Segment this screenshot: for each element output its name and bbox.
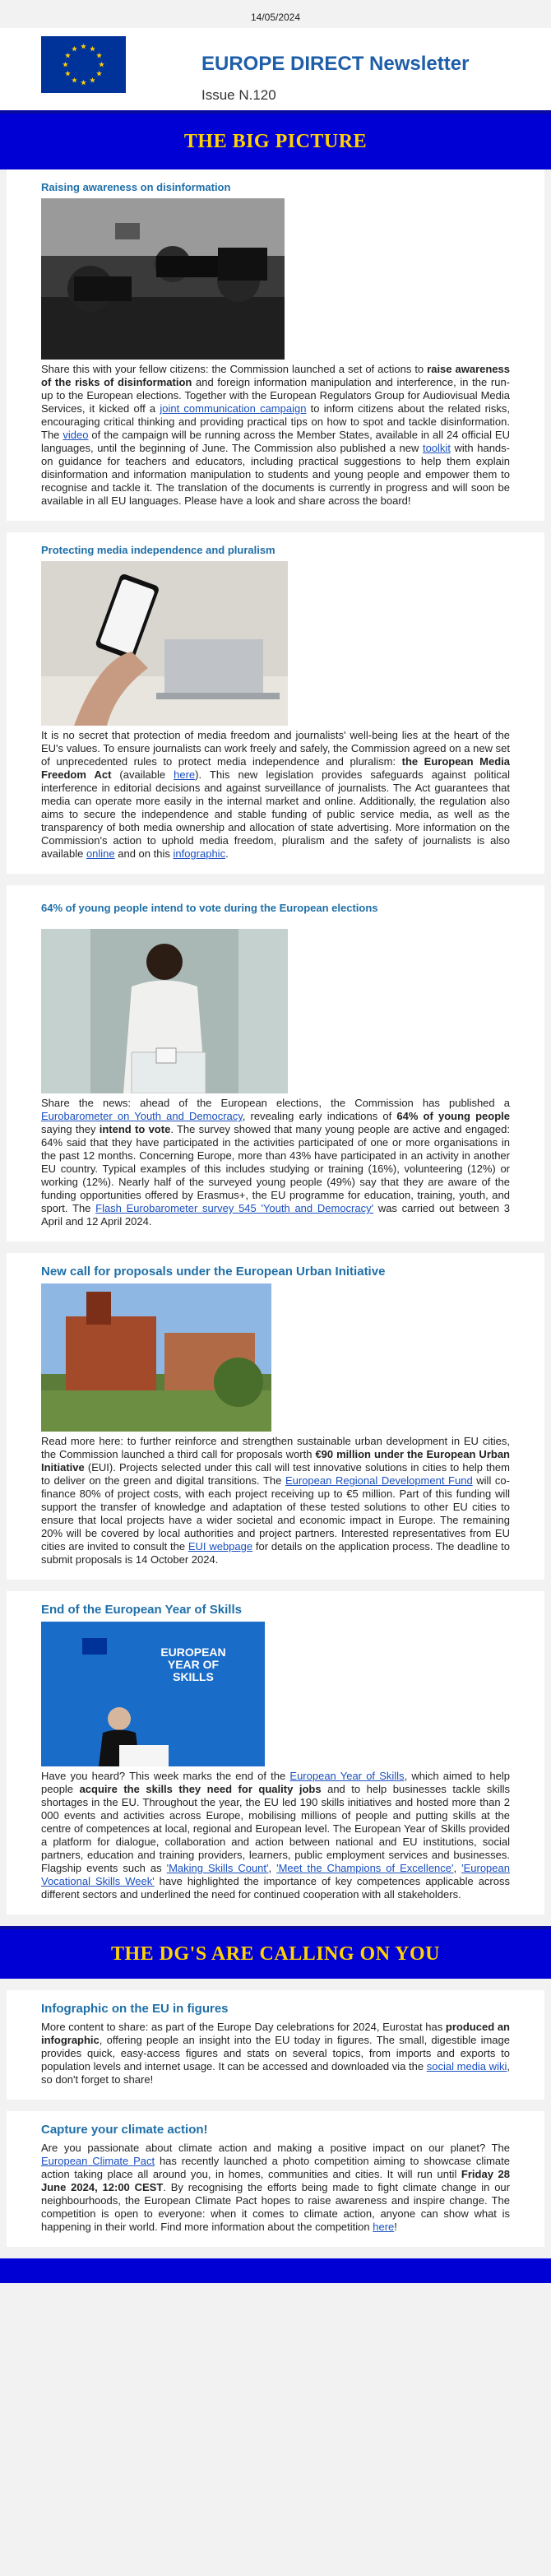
article-youth-vote: [7, 902, 544, 1242]
article-title: Raising awareness on disinformation: [41, 181, 231, 193]
infographic-link[interactable]: infographic: [173, 847, 226, 860]
city-building-photo: [41, 1283, 510, 1432]
vocational-skills-week-link[interactable]: 'European Vocational Skills Week': [41, 1862, 510, 1887]
european-climate-pact-link[interactable]: European Climate Pact: [41, 2155, 155, 2167]
european-year-of-skills-link[interactable]: European Year of Skills: [289, 1770, 405, 1782]
article-climate-action: [7, 2111, 544, 2247]
section-title: THE BIG PICTURE: [183, 130, 368, 152]
online-link[interactable]: online: [86, 847, 115, 860]
issue-number: Issue N.120: [201, 87, 276, 103]
social-media-wiki-link[interactable]: social media wiki: [426, 2060, 507, 2072]
section-banner-dgs-calling: [0, 1926, 551, 1979]
eurobarometer-youth-link[interactable]: Eurobarometer on Youth and Democracy: [41, 1110, 243, 1122]
competition-here-link[interactable]: here: [373, 2221, 395, 2233]
article-eu-in-figures: [7, 1990, 544, 2100]
flash-eurobarometer-link[interactable]: Flash Eurobarometer survey 545 'Youth and Democracy': [95, 1202, 374, 1214]
article-body: Share this with your fellow citizens: the Commission launched a set of actions to raise awareness of the risks of disinformation and foreign information manipulation and interference, in the run-up to the European elections. Together with the European Regulators Group for Audiovisual Media Services, it kicked off a joint communication campaign to inform citizens about the related risks, encouraging critical thinking and providing practical tips on how to spot and tackle disinformation. The video of the campaign will be running across the Member States, available in all 24 official EU languages, until the beginning of June. The Commission also published a new toolkit with hands-on guidance for teachers and educators, including practical suggestions to help them explain disinformation and information manipulation to students and young people and empower them to recognise and tackle it. The translation of the documents is currently in progress and will soon be available in all EU languages. Please have a look and share across the board!: [41, 363, 511, 507]
article-media-freedom: [7, 532, 544, 874]
article-title: Infographic on the EU in figures: [41, 2002, 229, 2016]
article-title: End of the European Year of Skills: [41, 1603, 242, 1617]
article-disinformation: [7, 169, 544, 521]
video-link[interactable]: video: [63, 429, 89, 441]
phone-laptop-photo: [41, 561, 510, 726]
article-title: New call for proposals under the European Urban Initiative: [41, 1265, 386, 1279]
article-body: Have you heard? This week marks the end of the European Year of Skills, which aimed to help people acquire the skills they need for quality jobs and to help businesses tackle skills shortages in the EU. Throughout the year, the EU led 190 skills initiatives and hosted more than 2 000 events and activities across Europe, mobilising millions of people and putting skills at the centre of competences at local, regional and European level. The European Year of Skills provided a platform for dialogue, collaboration and action between national and EU institutions, social partners, education and training providers, learners, public employment services and businesses. Flagship events such as 'Making Skills Count', 'Meet the Champions of Excellence', 'European Vocational Skills Week' have highlighted the importance of key competences applicable across different sectors and underlined the need for continued cooperation with all stakeholders.: [41, 1770, 510, 1901]
ballot-box-photo: [41, 929, 510, 1093]
making-skills-count-link[interactable]: 'Making Skills Count': [166, 1862, 269, 1874]
erdf-link[interactable]: European Regional Development Fund: [285, 1474, 473, 1487]
article-title: Protecting media independence and pluralism: [41, 544, 276, 556]
toolkit-link[interactable]: toolkit: [422, 442, 451, 454]
article-title: 64% of young people intend to vote during the European elections: [41, 902, 378, 914]
year-of-skills-logo-text: EUROPEAN YEAR OF SKILLS: [160, 1645, 226, 1683]
press-cameras-photo: [41, 198, 510, 360]
section-title: THE DG'S ARE CALLING ON YOU: [110, 1942, 440, 1965]
joint-communication-campaign-link[interactable]: joint communication campaign: [160, 402, 307, 415]
article-body: More content to share: as part of the Europe Day celebrations for 2024, Eurostat has produced an infographic, offering people an insight into the EU today in figures. The small, digestible image provides quick, easy-access figures and stats on several topics, from imports and exports to population levels and internet usage. It can be accessed and downloaded via the social media wiki, so don't forget to share!: [41, 2021, 510, 2086]
article-body: Are you passionate about climate action and making a positive impact on our planet? The European Climate Pact has recently launched a photo competition aiming to showcase climate action taking place all around you, in homes, communities and cities. It will run until Friday 28 June 2024, 12:00 CEST. By recognising the efforts being made to fight climate change in our neighbourhoods, the European Climate Pact hopes to raise awareness and inspire change. The competition is open to everyone: when it comes to climate action, anyone can show what is happening in their world. Find more information about the competition here!: [41, 2142, 511, 2233]
article-year-of-skills: [7, 1591, 544, 1915]
masthead: [0, 28, 551, 110]
eu-flag-logo: [41, 36, 126, 93]
here-link[interactable]: here: [174, 768, 196, 781]
article-body: Share the news: ahead of the European elections, the Commission has published a Eurobarometer on Youth and Democracy, revealing early indications of 64% of young people saying they intend to vote. The survey showed that many young people are active and engaged: 64% said that they have participated in the activities participated of one or more organisations in the past 12 months. Concerning Europe, more than 43% have participated in an activity in another EU country. Typical examples of this includes studying or training (16%), volunteering (12%) or working (12%). Nearly half of the surveyed young people (49%) say that they are aware of the funding opportunities offered by Erasmus+, the EU programme for education, training, youth, and sport. The Flash Eurobarometer survey 545 'Youth and Democracy' was carried out between 3 April and 12 April 2024.: [41, 1097, 511, 1228]
article-urban-initiative: [7, 1253, 544, 1580]
article-title: Capture your climate action!: [41, 2123, 208, 2137]
eui-webpage-link[interactable]: EUI webpage: [188, 1540, 253, 1553]
newsletter-date: 14/05/2024: [250, 12, 301, 23]
footer-band: [0, 2258, 551, 2283]
champions-of-excellence-link[interactable]: 'Meet the Champions of Excellence': [276, 1862, 454, 1874]
article-body: It is no secret that protection of media freedom and journalists' well-being lies at the heart of the EU's values. To ensure journalists can work freely and safely, the Commission agreed on a new set of unprecedented rules to protect media independence and pluralism: the European Media Freedom Act (available here). This new legislation provides safeguards against political interference in editorial decisions and against surveillance of journalists. The Act guarantees that media can operate more easily in the internal market and online. Additionally, the regulation also aims to secure the independence and stable funding of public service media, as well as the transparency of both media ownership and allocation of state advertising. More information on the Commission's action to uphold media freedom, pluralism and the safety of journalists is also available online and on this infographic.: [41, 729, 510, 860]
year-of-skills-photo: [41, 1622, 265, 1766]
article-body: Read more here: to further reinforce and strengthen sustainable urban development in EU cities, the Commission launched a third call for proposals worth €90 million under the European Urban Initiative (EUI). Projects selected under this call will test innovative solutions in cities to help them to deliver on the green and digital transitions. The European Regional Development Fund will co-finance 80% of project costs, with each project receiving up to €5 million. Part of this funding will support the transfer of knowledge and adaptation of these tested solutions to other EU cities to ensure that local projects have a wider societal and economic impact in Europe. The remaining 20% will be covered by local authorities and project partners. Interested representatives from EU cities are invited to consult the EUI webpage for details on the application process. The deadline to submit proposals is 14 October 2024.: [41, 1435, 510, 1566]
section-banner-big-picture: [0, 110, 551, 169]
newsletter-title: EUROPE DIRECT Newsletter: [201, 53, 470, 75]
